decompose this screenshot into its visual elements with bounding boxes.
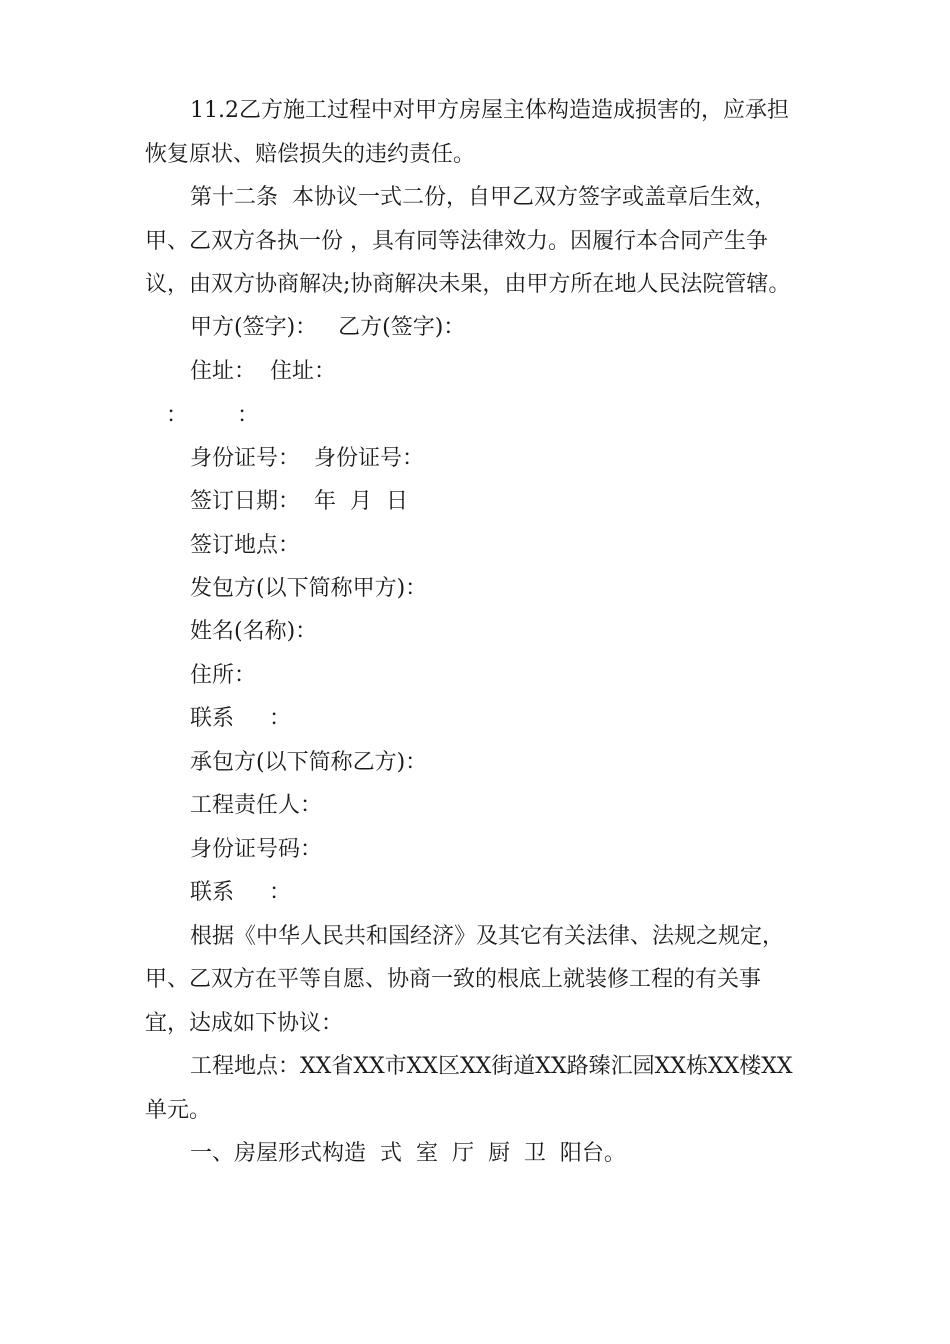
- contractor-heading: 承包方(以下简称乙方)：: [190, 750, 428, 775]
- contractor-id-line: 身份证号码：: [190, 837, 323, 862]
- paragraph-line: 议，由双方协商解决;协商解决未果，由甲方所在地人民法院管辖。: [145, 272, 791, 297]
- project-location-line: 工程地点：XX省XX市XX区XX街道XX路臻汇园XX栋XX楼XX: [190, 1054, 793, 1079]
- sign-place-line: 签订地点：: [190, 533, 301, 558]
- blank-colons-line: ： ：: [166, 403, 259, 428]
- employer-heading: 发包方(以下简称甲方)：: [190, 576, 428, 601]
- signature-line-party-a-b: 甲方(签字)： 乙方(签字)：: [190, 315, 466, 340]
- paragraph-line: 根据《中华人民共和国经济》及其它有关法律、法规之规定，: [190, 924, 785, 949]
- employer-name-line: 姓名(名称)：: [190, 619, 318, 644]
- paragraph-line: 恢复原状、赔偿损失的违约责任。: [145, 142, 476, 167]
- project-manager-line: 工程责任人：: [190, 793, 323, 818]
- paragraph-line: 11.2乙方施工过程中对甲方房屋主体构造造成损害的，应承担: [190, 98, 789, 123]
- address-line: 住址： 住址：: [190, 359, 336, 384]
- sign-date-line: 签订日期： 年 月 日: [190, 489, 408, 514]
- section-heading: 一、房屋形式构造 式 室 厅 厨 卫 阳台。: [190, 1141, 626, 1166]
- paragraph-line: 宜，达成如下协议：: [145, 1011, 344, 1036]
- employer-contact-line: 联系 ：: [190, 706, 291, 731]
- paragraph-line: 甲、乙双方各执一份 ，具有同等法律效力。因履行本合同产生争: [145, 229, 768, 254]
- employer-residence-line: 住所：: [190, 663, 257, 688]
- id-number-line: 身份证号： 身份证号：: [190, 446, 424, 471]
- paragraph-line: 甲、乙双方在平等自愿、协商一致的根底上就装修工程的有关事: [145, 967, 762, 992]
- contractor-contact-line: 联系 ：: [190, 880, 291, 905]
- paragraph-line: 第十二条 本协议一式二份，自甲乙双方签字或盖章后生效，: [190, 185, 776, 210]
- paragraph-line: 单元。: [145, 1098, 212, 1123]
